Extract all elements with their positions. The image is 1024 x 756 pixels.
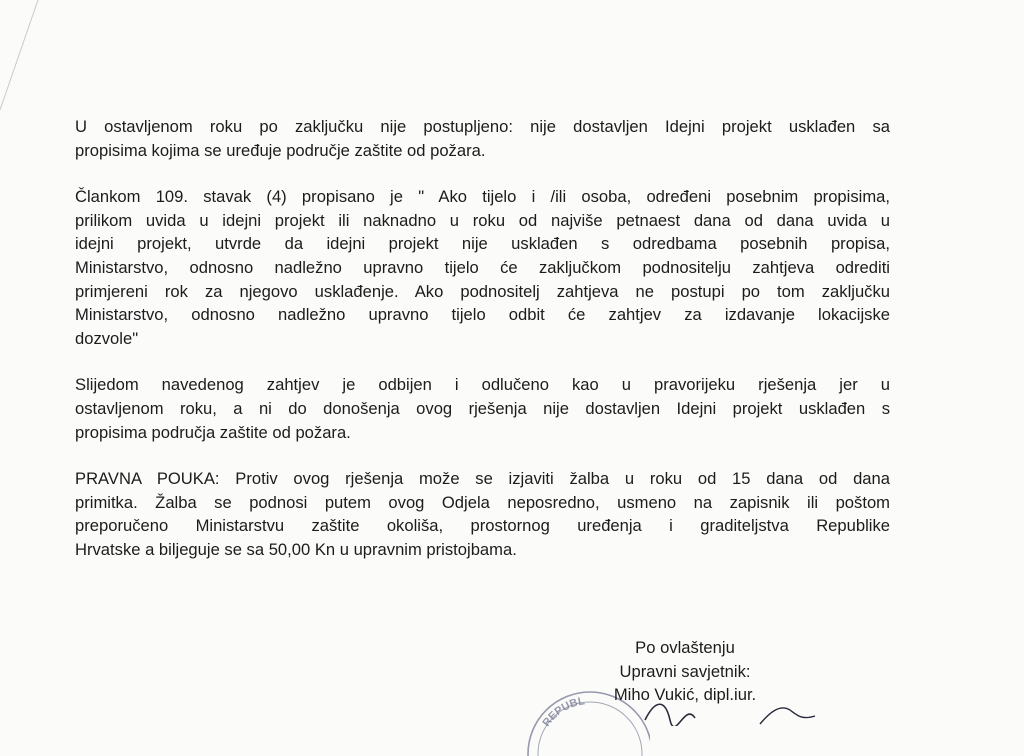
text-line: dozvole": [75, 328, 139, 348]
signature-name: Miho Vukić, dipl.iur.: [613, 685, 757, 705]
page-fold-corner: [0, 0, 60, 120]
paragraph-2: [75, 185, 890, 350]
document-body: [75, 115, 890, 562]
text-line: preporučeno Ministarstvu zaštite okoliša, prostornog uređenja i graditeljstva Republike: [75, 516, 890, 536]
text-line: PRAVNA POUKA: Protiv ovog rješenja može se izjaviti žalba u roku od 15 dana od dana: [75, 469, 890, 489]
text-line: primjereni rok za njegovo usklađenje. Ako podnositelj zahtjeva ne postupi po tom zaključku: [75, 281, 890, 301]
signature-title: Upravni savjetnik:: [619, 661, 751, 681]
text-line: prilikom uvida u idejni projekt ili naknadno u roku od najviše petnaest dana od dana uvida u: [75, 210, 890, 230]
svg-text:REPUBL: [540, 695, 585, 729]
text-line: primitka. Žalba se podnosi putem ovog Odjela neposredno, usmeno na zapisnik ili poštom: [75, 492, 890, 512]
text-line: Slijedom navedenog zahtjev je odbijen i odlučeno kao u pravorijeku rješenja jer u: [75, 375, 890, 395]
text-line: Ministarstvo, odnosno nadležno upravno tijelo odbit će zahtjev za izdavanje lokacijske: [75, 305, 890, 325]
paragraph-3: [75, 373, 890, 444]
text-line: Ministarstvo, odnosno nadležno upravno tijelo će zaključkom podnositelju zahtjeva odrediti: [75, 257, 890, 277]
text-line: idejni projekt, utvrde da idejni projekt nije usklađen s odredbama posebnih propisa,: [75, 234, 890, 254]
text-line: propisima područja zaštite od požara.: [75, 422, 351, 442]
text-line: Člankom 109. stavak (4) propisano je " Ako tijelo i /ili osoba, određeni posebnim propisima,: [75, 187, 890, 207]
text-line: Hrvatske a biljeguje se sa 50,00 Kn u upravnim pristojbama.: [75, 539, 517, 559]
paragraph-1: [75, 115, 890, 162]
stamp-text: REPUBL: [540, 695, 586, 729]
signature-authority: Po ovlaštenju: [635, 638, 735, 657]
text-line: propisima kojima se uređuje područje zaštite od požara.: [75, 140, 486, 160]
paragraph-legal-notice: [75, 467, 890, 561]
text-line: U ostavljenom roku po zaključku nije postupljeno: nije dostavljen Idejni projekt usklađen sa: [75, 117, 890, 136]
handwritten-signature: [640, 690, 840, 726]
text-line: ostavljenom roku, a ni do donošenja ovog rješenja nije dostavljen Idejni projekt usklađen s: [75, 398, 890, 418]
